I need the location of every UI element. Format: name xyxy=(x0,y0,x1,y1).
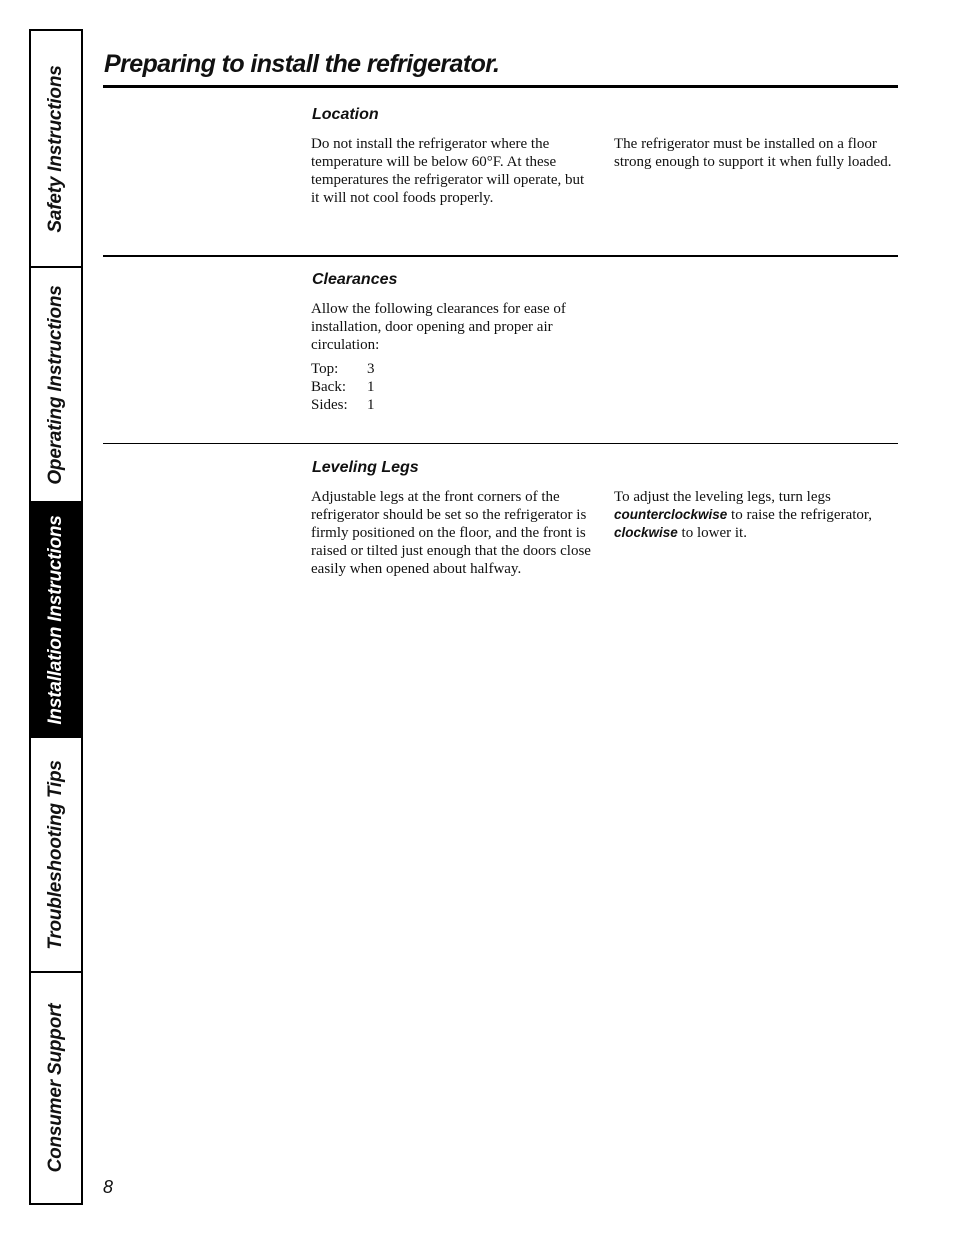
clearance-value: 1 xyxy=(367,379,375,395)
leveling-text-post: to lower it. xyxy=(681,525,747,541)
tab-consumer-support[interactable] xyxy=(31,971,81,1203)
title-rule xyxy=(103,85,898,88)
location-text-left: Do not install the refrigerator where the temperature will be below 60°F. At these temperatures the refrigerator will operate, but it will not cool foods properly. xyxy=(311,136,585,206)
section-divider xyxy=(103,255,898,257)
tab-label: Safety Instructions xyxy=(45,64,66,233)
tab-operating-instructions[interactable] xyxy=(31,266,81,501)
leveling-text-right xyxy=(614,488,904,542)
clearance-label: Top: xyxy=(311,361,339,377)
tab-safety-instructions[interactable] xyxy=(31,31,81,266)
clearance-row-back xyxy=(311,378,375,396)
section-tabs xyxy=(29,29,83,1205)
counterclockwise-keyword: counterclockwise xyxy=(614,507,728,522)
tab-troubleshooting-tips[interactable] xyxy=(31,736,81,971)
tab-label: Consumer Support xyxy=(45,1003,66,1173)
clearance-value: 3 xyxy=(367,361,375,377)
section-divider xyxy=(103,443,898,444)
tab-label: Operating Instructions xyxy=(45,284,66,485)
leveling-text-pre: To adjust the leveling legs, turn legs xyxy=(614,489,831,505)
clearance-value: 1 xyxy=(367,397,375,413)
clearance-label: Sides: xyxy=(311,397,348,413)
leveling-heading: Leveling Legs xyxy=(312,459,419,476)
clockwise-keyword: clockwise xyxy=(614,525,678,540)
clearance-label: Back: xyxy=(311,379,346,395)
tab-label: Installation Instructions xyxy=(45,514,66,725)
page-title: Preparing to install the refrigerator. xyxy=(104,50,500,78)
tab-installation-instructions[interactable] xyxy=(31,501,81,736)
clearance-row-sides xyxy=(311,396,375,414)
clearances-heading: Clearances xyxy=(312,271,398,288)
clearances-table xyxy=(311,360,375,414)
location-heading: Location xyxy=(312,106,379,123)
clearances-intro: Allow the following clearances for ease of installation, door opening and proper air circulation: xyxy=(311,301,566,353)
leveling-text-left: Adjustable legs at the front corners of the refrigerator should be set so the refrigerator is firmly positioned on the floor, and the front is raised or tilted just enough that the doors close easily when opened about halfway. xyxy=(311,489,591,577)
location-text-right: The refrigerator must be installed on a floor strong enough to support it when fully loaded. xyxy=(614,136,892,170)
page-number: 8 xyxy=(103,1177,114,1197)
clearance-row-top xyxy=(311,360,375,378)
leveling-text-mid: to raise the refrigerator, xyxy=(731,507,873,523)
tab-label: Troubleshooting Tips xyxy=(45,759,66,950)
